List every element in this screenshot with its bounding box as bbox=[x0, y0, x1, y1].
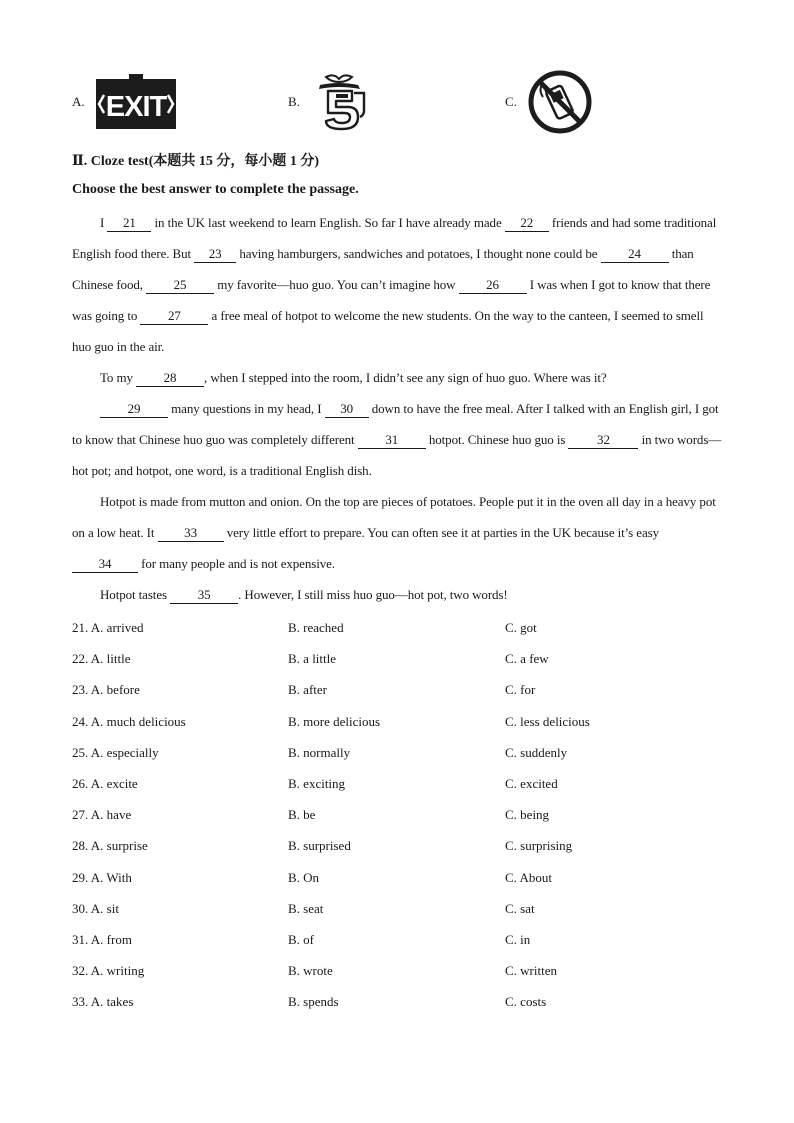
option-b[interactable]: B. seat bbox=[288, 900, 324, 916]
passage-text: than Chinese food, bbox=[72, 246, 694, 292]
exit-sign-text: EXIT bbox=[105, 91, 166, 123]
passage-text: . However, I still miss huo guo—hot pot, two words! bbox=[238, 587, 508, 602]
option-b[interactable]: B. On bbox=[288, 869, 320, 885]
option-a[interactable]: 23. A. before bbox=[72, 682, 140, 698]
passage-text: in the UK last weekend to learn English. So far I have already made bbox=[151, 215, 505, 230]
section-title: Ⅱ. Cloze test(本题共 15 分，每小题 1 分) bbox=[72, 154, 320, 169]
option-b[interactable]: B. of bbox=[288, 931, 314, 947]
option-a[interactable]: 25. A. especially bbox=[72, 744, 159, 760]
option-c[interactable]: C. being bbox=[505, 807, 550, 823]
option-a[interactable]: 31. A. from bbox=[72, 931, 132, 947]
passage-text: having hamburgers, sandwiches and potatoes, I thought none could be bbox=[236, 246, 601, 261]
option-b[interactable]: B. normally bbox=[288, 744, 351, 760]
passage-text: my favorite—huo guo. You can’t imagine how bbox=[214, 277, 459, 292]
blank-29[interactable]: 29 bbox=[100, 401, 168, 418]
option-row bbox=[72, 986, 772, 1017]
passage-text: very little effort to prepare. You can often see it at parties in the UK because it’s easy bbox=[223, 525, 659, 540]
option-c[interactable]: C. costs bbox=[505, 994, 547, 1010]
option-row bbox=[72, 674, 772, 705]
blank-23[interactable]: 23 bbox=[194, 246, 236, 263]
choice-a[interactable] bbox=[72, 70, 177, 134]
option-a[interactable]: 30. A. sit bbox=[72, 900, 119, 916]
option-b[interactable]: B. spends bbox=[288, 994, 339, 1010]
instruction: Choose the best answer to complete the passage. bbox=[72, 182, 359, 197]
option-c[interactable]: C. About bbox=[505, 869, 552, 885]
choice-c-label: C. bbox=[505, 94, 517, 109]
exit-sign-icon bbox=[95, 73, 177, 131]
option-c[interactable]: C. a few bbox=[505, 651, 549, 667]
option-c[interactable]: C. sat bbox=[505, 900, 535, 916]
blank-25[interactable]: 25 bbox=[146, 277, 214, 294]
option-b[interactable]: B. wrote bbox=[288, 963, 333, 979]
option-row bbox=[72, 924, 772, 955]
option-row bbox=[72, 643, 772, 674]
options-list bbox=[72, 612, 772, 1017]
passage-paragraph-1 bbox=[72, 207, 722, 362]
option-b[interactable]: B. after bbox=[288, 682, 327, 698]
recycle-bottle-icon bbox=[310, 71, 372, 133]
blank-27[interactable]: 27 bbox=[140, 308, 208, 325]
choice-c[interactable] bbox=[505, 70, 593, 134]
passage-text: I was when I got to know that there was going to bbox=[72, 277, 711, 323]
passage-text: down to have the free meal. After I talked with an English girl, I got to know that Chinese huo guo was completely different bbox=[72, 401, 719, 447]
passage-text: in two words—hot pot; and hotpot, one word, is a traditional English dish. bbox=[72, 432, 722, 478]
passage-text: for many people and is not expensive. bbox=[138, 556, 335, 571]
option-c[interactable]: C. excited bbox=[505, 775, 558, 791]
option-row bbox=[72, 955, 772, 986]
no-phone-icon bbox=[527, 69, 593, 135]
blank-22[interactable]: 22 bbox=[505, 215, 549, 232]
option-a[interactable]: 28. A. surprise bbox=[72, 838, 148, 854]
option-c[interactable]: C. written bbox=[505, 963, 557, 979]
option-b[interactable]: B. be bbox=[288, 807, 316, 823]
option-b[interactable]: B. reached bbox=[288, 620, 344, 635]
option-a[interactable]: 29. A. With bbox=[72, 869, 132, 885]
passage-text: To my bbox=[100, 370, 137, 385]
passage-paragraph-3 bbox=[72, 393, 722, 486]
passage-text: Hotpot tastes bbox=[100, 587, 171, 602]
option-row bbox=[72, 893, 772, 924]
passage-text: many questions in my head, I bbox=[168, 401, 325, 416]
passage-text: hotpot. Chinese huo guo is bbox=[425, 432, 569, 447]
option-row bbox=[72, 862, 772, 893]
option-b[interactable]: B. more delicious bbox=[288, 713, 381, 729]
passage-text: , when I stepped into the room, I didn’t see any sign of huo guo. Where was it? bbox=[204, 370, 607, 385]
option-a[interactable]: 21. A. arrived bbox=[72, 620, 144, 635]
blank-24[interactable]: 24 bbox=[601, 246, 669, 263]
option-a[interactable]: 33. A. takes bbox=[72, 994, 134, 1010]
option-row bbox=[72, 830, 772, 861]
option-c[interactable]: C. in bbox=[505, 931, 531, 947]
blank-33[interactable]: 33 bbox=[158, 525, 224, 542]
blank-32[interactable]: 32 bbox=[568, 432, 638, 449]
passage-paragraph-5 bbox=[72, 579, 722, 610]
cloze-passage bbox=[72, 207, 722, 610]
option-row bbox=[72, 799, 772, 830]
blank-34[interactable]: 34 bbox=[72, 556, 138, 573]
choice-b[interactable] bbox=[288, 70, 372, 134]
option-row bbox=[72, 706, 772, 737]
option-c[interactable]: C. suddenly bbox=[505, 744, 568, 760]
option-a[interactable]: 22. A. little bbox=[72, 651, 131, 667]
blank-26[interactable]: 26 bbox=[459, 277, 527, 294]
option-c[interactable]: C. less delicious bbox=[505, 713, 590, 729]
passage-text: I bbox=[100, 215, 108, 230]
blank-31[interactable]: 31 bbox=[358, 432, 426, 449]
passage-text: friends and had some traditional English food there. But bbox=[72, 215, 717, 261]
passage-paragraph-4 bbox=[72, 486, 722, 579]
option-row bbox=[72, 768, 772, 799]
blank-30[interactable]: 30 bbox=[325, 401, 369, 418]
option-row bbox=[72, 737, 772, 768]
option-row bbox=[72, 612, 772, 643]
choice-a-label: A. bbox=[72, 94, 85, 109]
option-a[interactable]: 27. A. have bbox=[72, 807, 132, 823]
passage-paragraph-2 bbox=[72, 362, 722, 393]
option-c[interactable]: C. surprising bbox=[505, 838, 573, 854]
blank-21[interactable]: 21 bbox=[107, 215, 151, 232]
option-b[interactable]: B. surprised bbox=[288, 838, 351, 854]
option-a[interactable]: 32. A. writing bbox=[72, 963, 145, 979]
option-a[interactable]: 24. A. much delicious bbox=[72, 713, 186, 729]
passage-text: Hotpot is made from mutton and onion. On the top are pieces of potatoes. People put it in the oven all day in a heavy pot on a low heat. It bbox=[72, 494, 716, 540]
option-c[interactable]: C. got bbox=[505, 620, 537, 635]
blank-28[interactable]: 28 bbox=[136, 370, 204, 387]
option-c[interactable]: C. for bbox=[505, 682, 536, 698]
option-b[interactable]: B. exciting bbox=[288, 775, 346, 791]
image-choices-row bbox=[0, 70, 794, 134]
blank-35[interactable]: 35 bbox=[170, 587, 238, 604]
choice-b-label: B. bbox=[288, 94, 300, 109]
passage-text: a free meal of hotpot to welcome the new students. On the way to the canteen, I seemed to smell huo guo in the air. bbox=[72, 308, 704, 354]
option-a[interactable]: 26. A. excite bbox=[72, 775, 138, 791]
option-b[interactable]: B. a little bbox=[288, 651, 337, 667]
